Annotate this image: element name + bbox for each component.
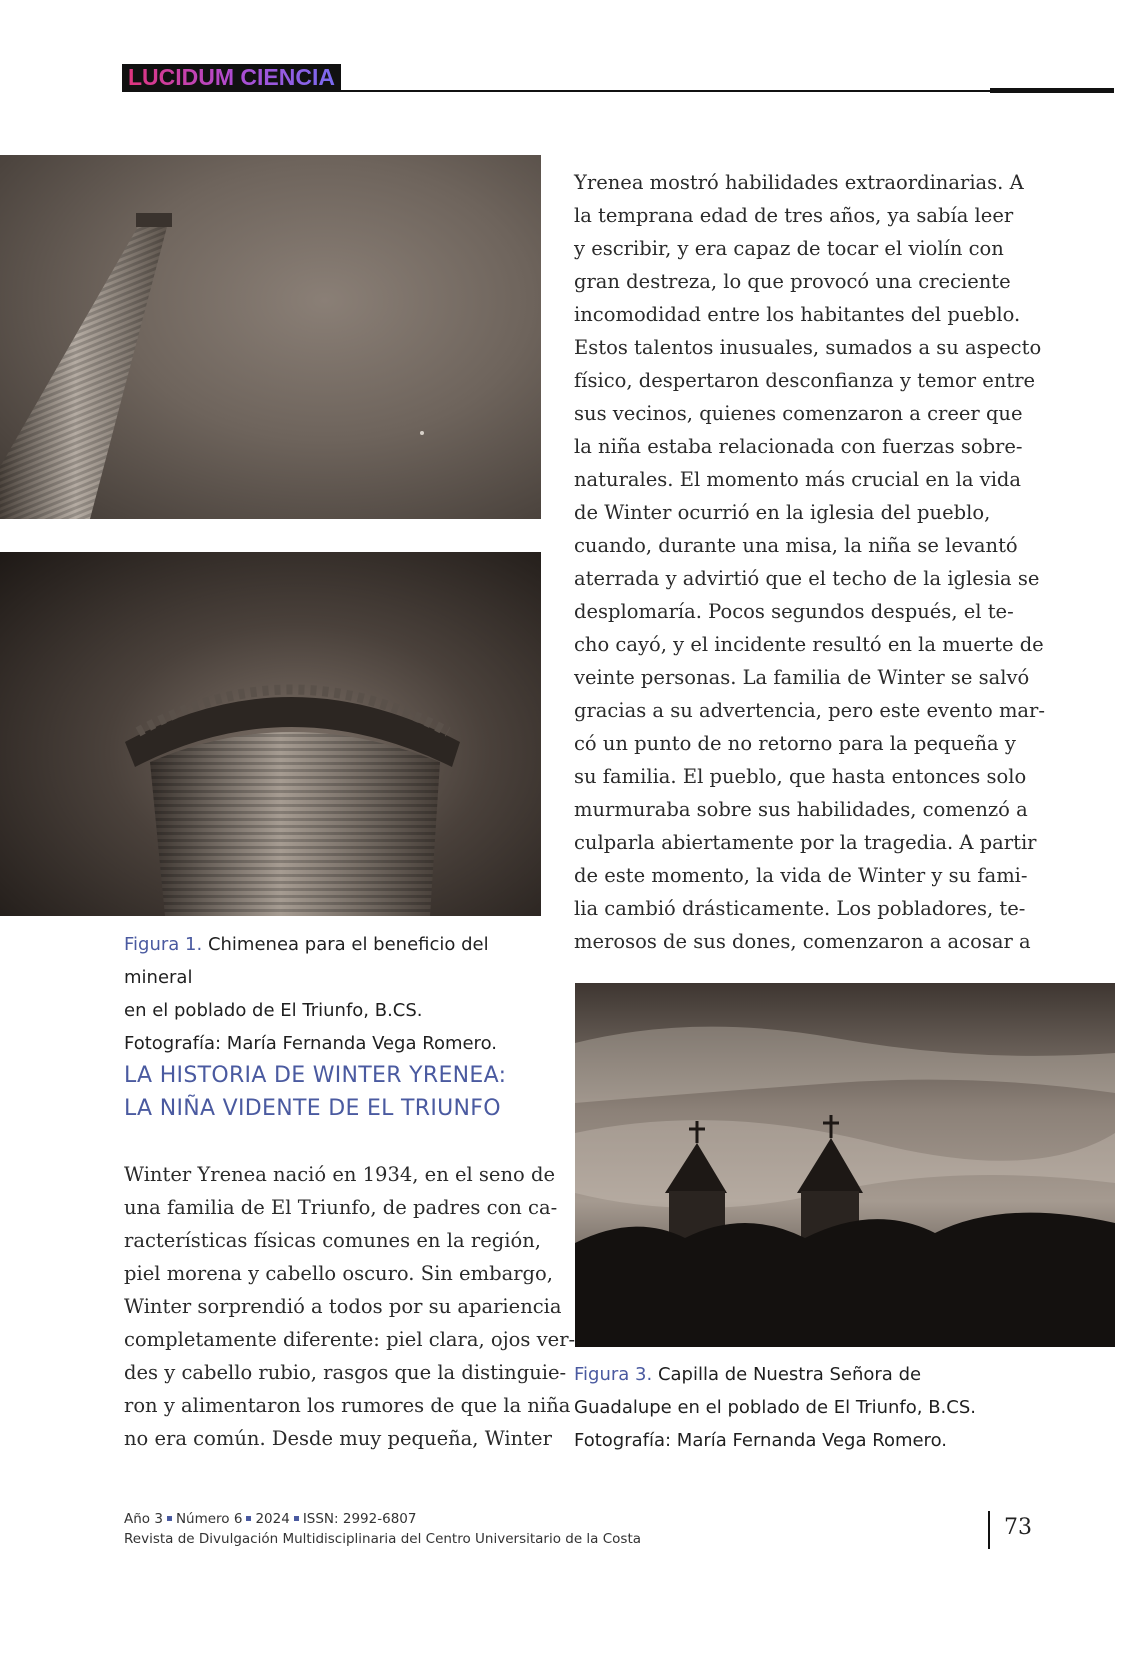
text-line: de este momento, la vida de Winter y su fami- <box>574 864 1028 887</box>
issue-date: 2024 <box>255 1511 290 1527</box>
heading-line: LA HISTORIA DE WINTER YRENEA: <box>124 1063 507 1088</box>
caption-line: Chimenea para el beneficio del mineral <box>124 934 489 988</box>
text-line: Yrenea mostró habilidades extraordinarias. A <box>574 171 1024 194</box>
heading-line: LA NIÑA VIDENTE DE EL TRIUNFO <box>124 1096 501 1121</box>
issue-number: Número 6 <box>175 1511 243 1527</box>
text-line: Winter Yrenea nació en 1934, en el seno de <box>124 1163 555 1186</box>
caption-line: Guadalupe en el poblado de El Triunfo, B.CS. <box>574 1397 976 1418</box>
text-line: incomodidad entre los habitantes del pueblo. <box>574 303 1021 326</box>
journal-name: Revista de Divulgación Multidisciplinaria del Centro Universitario de la Costa <box>124 1531 642 1547</box>
separator-square <box>294 1516 299 1521</box>
separator-square <box>167 1516 172 1521</box>
text-line: piel morena y cabello oscuro. Sin embargo, <box>124 1262 553 1285</box>
text-line: aterrada y advirtió que el techo de la iglesia se <box>574 567 1040 590</box>
header-rule-accent <box>990 88 1114 93</box>
text-line: culparla abiertamente por la tragedia. A partir <box>574 831 1037 854</box>
text-line: su familia. El pueblo, que hasta entonces solo <box>574 765 1027 788</box>
text-line: naturales. El momento más crucial en la vida <box>574 468 1022 491</box>
text-line: la temprana edad de tres años, ya sabía leer <box>574 204 1014 227</box>
issue-year: Año 3 <box>124 1511 163 1527</box>
figure-1-caption <box>124 928 554 1060</box>
text-line: veinte personas. La familia de Winter se salvó <box>574 666 1030 689</box>
text-line: lia cambió drásticamente. Los pobladores, te- <box>574 897 1026 920</box>
body-text-right <box>574 166 1045 958</box>
text-line: Estos talentos inusuales, sumados a su aspecto <box>574 336 1042 359</box>
text-line: murmuraba sobre sus habilidades, comenzó a <box>574 798 1028 821</box>
page-number: 73 <box>1004 1515 1032 1540</box>
figure-1-photo-bottom <box>0 552 541 916</box>
text-line: ron y alimentaron los rumores de que la niña <box>124 1394 571 1417</box>
text-line: y escribir, y era capaz de tocar el violín con <box>574 237 1004 260</box>
figure-3-caption <box>574 1358 1024 1457</box>
text-line: có un punto de no retorno para la pequeña y <box>574 732 1016 755</box>
text-line: sus vecinos, quienes comenzaron a creer que <box>574 402 1023 425</box>
journal-logo: LUCIDUM CIENCIA <box>122 64 341 90</box>
figure-1-label: Figura 1. <box>124 934 203 955</box>
figure-1-photo-top <box>0 155 541 519</box>
text-line: la niña estaba relacionada con fuerzas sobre- <box>574 435 1023 458</box>
page-number-divider <box>988 1511 990 1549</box>
text-line: cuando, durante una misa, la niña se levantó <box>574 534 1018 557</box>
section-heading <box>124 1059 564 1125</box>
text-line: cho cayó, y el incidente resultó en la muerte de <box>574 633 1044 656</box>
separator-square <box>246 1516 251 1521</box>
caption-line: Fotografía: María Fernanda Vega Romero. <box>574 1430 947 1451</box>
text-line: gracias a su advertencia, pero este evento mar- <box>574 699 1045 722</box>
text-line: gran destreza, lo que provocó una creciente <box>574 270 1011 293</box>
page-footer <box>124 1509 641 1549</box>
issue-info <box>124 1509 641 1529</box>
figure-3-label: Figura 3. <box>574 1364 653 1385</box>
text-line: de Winter ocurrió en la iglesia del pueblo, <box>574 501 991 524</box>
text-line: no era común. Desde muy pequeña, Winter <box>124 1427 552 1450</box>
text-line: des y cabello rubio, rasgos que la distinguie- <box>124 1361 567 1384</box>
text-line: una familia de El Triunfo, de padres con ca- <box>124 1196 558 1219</box>
figure-3-photo <box>575 983 1115 1347</box>
body-text-left <box>124 1158 576 1455</box>
caption-line: Capilla de Nuestra Señora de <box>657 1364 922 1385</box>
text-line: completamente diferente: piel clara, ojos ver- <box>124 1328 576 1351</box>
text-line: Winter sorprendió a todos por su apariencia <box>124 1295 562 1318</box>
text-line: desplomaría. Pocos segundos después, el te- <box>574 600 1014 623</box>
text-line: merosos de sus dones, comenzaron a acosar a <box>574 930 1031 953</box>
text-line: racterísticas físicas comunes en la región, <box>124 1229 541 1252</box>
caption-line: en el poblado de El Triunfo, B.CS. <box>124 1000 423 1021</box>
header-rule <box>122 90 1114 92</box>
issn: ISSN: 2992-6807 <box>302 1511 417 1527</box>
caption-line: Fotografía: María Fernanda Vega Romero. <box>124 1033 497 1054</box>
text-line: físico, despertaron desconfianza y temor entre <box>574 369 1036 392</box>
